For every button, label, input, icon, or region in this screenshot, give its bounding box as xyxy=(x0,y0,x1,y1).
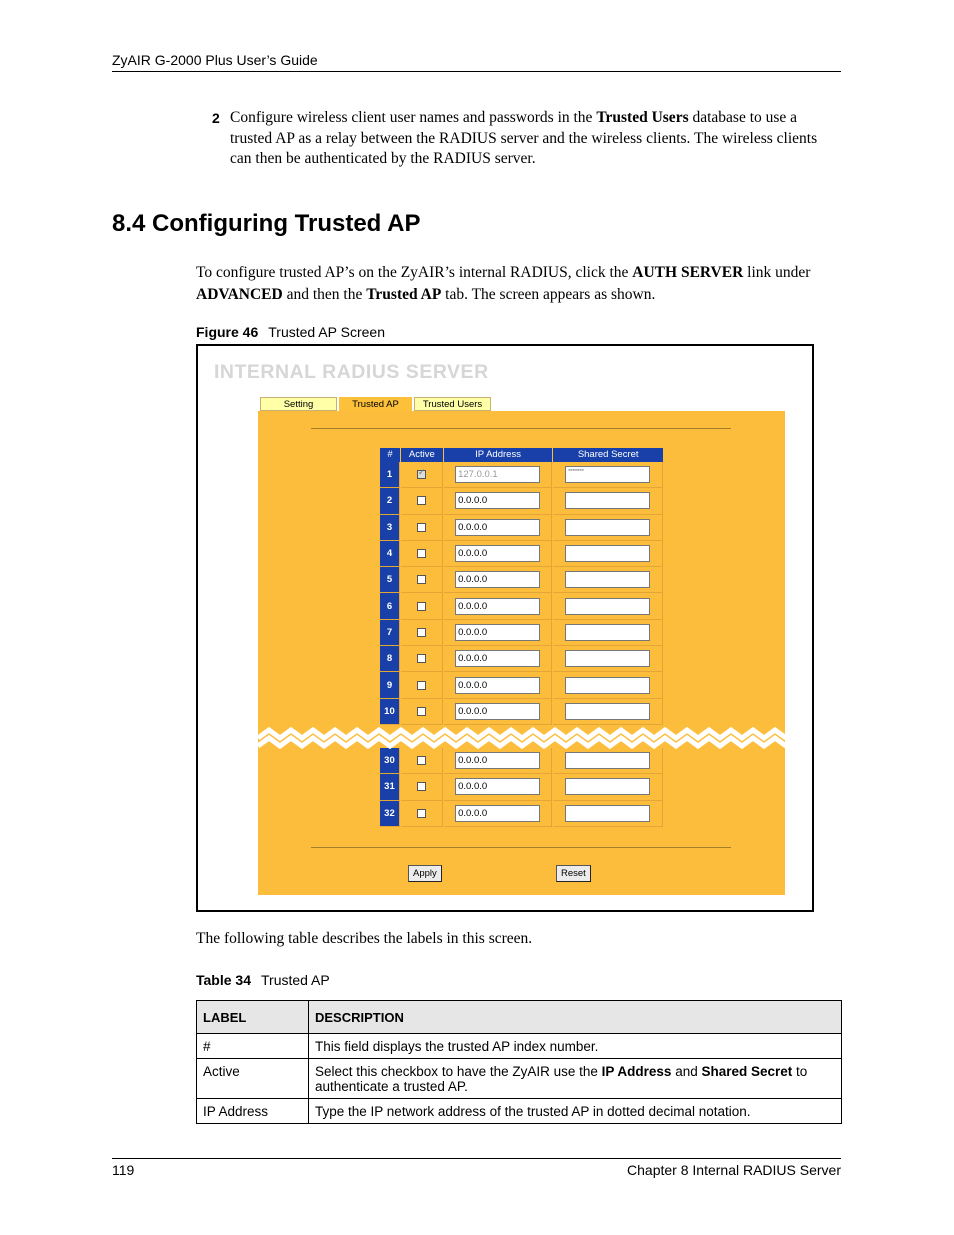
row-label: IP Address xyxy=(197,1099,309,1124)
page-number: 119 xyxy=(112,1162,135,1178)
section-title: 8.4 Configuring Trusted AP xyxy=(112,210,421,237)
row-label: Active xyxy=(197,1059,309,1099)
ip-address-input[interactable]: 0.0.0.0 xyxy=(455,778,540,795)
intro-b1: AUTH SERVER xyxy=(632,264,744,281)
table-row xyxy=(197,1059,842,1099)
desc-part: to authenticate a trusted AP. xyxy=(315,1064,808,1094)
active-cell xyxy=(401,567,443,593)
ip-address-input[interactable]: 0.0.0.0 xyxy=(455,624,540,641)
row-index: 8 xyxy=(380,646,400,672)
step-2 xyxy=(212,108,842,170)
row-index: 30 xyxy=(380,748,400,774)
ip-address-input[interactable]: 0.0.0.0 xyxy=(455,598,540,615)
step-text-bold: Trusted Users xyxy=(596,109,689,126)
table-row xyxy=(380,699,664,725)
row-index: 5 xyxy=(380,567,400,593)
step-number: 2 xyxy=(212,110,220,126)
shared-secret-input[interactable] xyxy=(565,778,650,795)
secret-cell xyxy=(553,462,663,488)
row-index: 32 xyxy=(380,801,400,827)
table-row xyxy=(197,1099,842,1124)
figure-screenshot xyxy=(196,344,814,912)
ip-cell xyxy=(444,801,553,827)
active-cell xyxy=(401,801,443,827)
figure-caption-text: Trusted AP Screen xyxy=(268,324,385,340)
shared-secret-input[interactable] xyxy=(565,677,650,694)
active-cell xyxy=(401,672,443,698)
ip-address-input[interactable]: 127.0.0.1 xyxy=(455,466,540,483)
col-active: Active xyxy=(401,448,443,462)
bottom-divider xyxy=(311,847,731,848)
figure-label: Figure 46 xyxy=(196,324,259,340)
desc-part: and xyxy=(671,1064,702,1079)
table-row xyxy=(380,593,664,619)
active-checkbox[interactable] xyxy=(417,523,426,532)
secret-cell xyxy=(553,672,663,698)
secret-cell xyxy=(553,541,663,567)
shared-secret-input[interactable] xyxy=(565,598,650,615)
following-text: The following table describes the labels in this screen. xyxy=(196,930,533,947)
ip-cell xyxy=(444,567,553,593)
ip-address-input[interactable]: 0.0.0.0 xyxy=(455,805,540,822)
shared-secret-input[interactable] xyxy=(565,805,650,822)
ip-address-input[interactable]: 0.0.0.0 xyxy=(455,571,540,588)
header-rule xyxy=(112,71,841,72)
secret-cell xyxy=(553,646,663,672)
tab-setting[interactable]: Setting xyxy=(260,397,337,411)
row-index: 7 xyxy=(380,620,400,646)
secret-cell xyxy=(553,567,663,593)
secret-cell xyxy=(553,801,663,827)
row-index: 3 xyxy=(380,515,400,541)
row-index: 10 xyxy=(380,699,400,725)
secret-cell xyxy=(553,699,663,725)
intro-t2: link under xyxy=(743,264,811,281)
trusted-ap-table xyxy=(380,448,664,827)
ip-cell xyxy=(444,699,553,725)
row-index: 6 xyxy=(380,593,400,619)
col-shared-secret: Shared Secret xyxy=(553,448,663,462)
intro-paragraph xyxy=(196,262,842,305)
col-index: # xyxy=(380,448,400,462)
table-row xyxy=(380,801,664,827)
reset-button[interactable]: Reset xyxy=(556,865,591,882)
shared-secret-input[interactable] xyxy=(565,492,650,509)
step-text-a: Configure wireless client user names and passwords in the xyxy=(230,109,597,126)
footer-rule xyxy=(112,1158,841,1159)
intro-b2: ADVANCED xyxy=(196,285,283,303)
active-checkbox[interactable] xyxy=(417,628,426,637)
intro-b3: Trusted AP xyxy=(366,285,442,303)
intro-t4: tab. The screen appears as shown. xyxy=(441,285,656,303)
active-checkbox[interactable] xyxy=(417,496,426,505)
active-cell xyxy=(401,488,443,514)
ip-cell xyxy=(444,672,553,698)
table-caption-text: Trusted AP xyxy=(261,972,330,988)
active-cell xyxy=(401,541,443,567)
ip-cell xyxy=(444,515,553,541)
shared-secret-input[interactable] xyxy=(565,650,650,667)
active-checkbox[interactable] xyxy=(417,782,426,791)
secret-cell xyxy=(553,593,663,619)
ip-cell xyxy=(444,774,553,800)
active-checkbox[interactable] xyxy=(417,470,426,479)
row-index: 31 xyxy=(380,774,400,800)
row-description: This field displays the trusted AP index number. xyxy=(309,1034,842,1059)
ip-cell xyxy=(444,462,553,488)
chapter-title: Chapter 8 Internal RADIUS Server xyxy=(627,1162,841,1178)
ip-cell xyxy=(444,541,553,567)
desc-bold: IP Address xyxy=(601,1064,672,1079)
trusted-ap-panel xyxy=(258,411,785,895)
table-row xyxy=(380,541,664,567)
desc-bold: Shared Secret xyxy=(701,1064,793,1079)
shared-secret-input[interactable] xyxy=(565,545,650,562)
active-checkbox[interactable] xyxy=(417,575,426,584)
step-text xyxy=(230,108,842,170)
ip-cell xyxy=(444,620,553,646)
ip-address-input[interactable]: 0.0.0.0 xyxy=(455,519,540,536)
desc-header-description: DESCRIPTION xyxy=(309,1001,842,1034)
table-row xyxy=(380,620,664,646)
shared-secret-input[interactable]: ******** xyxy=(565,466,650,483)
top-divider xyxy=(311,428,731,429)
active-checkbox[interactable] xyxy=(417,756,426,765)
ip-address-input[interactable]: 0.0.0.0 xyxy=(455,492,540,509)
row-index: 9 xyxy=(380,672,400,698)
row-description xyxy=(309,1059,842,1099)
active-cell xyxy=(401,646,443,672)
ip-cell xyxy=(444,593,553,619)
active-cell xyxy=(401,515,443,541)
active-cell xyxy=(401,699,443,725)
active-cell xyxy=(401,593,443,619)
intro-t3: and then the xyxy=(282,285,367,303)
row-index: 1 xyxy=(380,462,400,488)
desc-part: Select this checkbox to have the ZyAIR use the xyxy=(315,1064,602,1079)
shared-secret-input[interactable] xyxy=(565,624,650,641)
row-index: 4 xyxy=(380,541,400,567)
table-row xyxy=(380,774,664,800)
table-caption xyxy=(196,972,330,988)
rows-bottom xyxy=(380,748,664,827)
ip-address-input[interactable]: 0.0.0.0 xyxy=(455,703,540,720)
step-text-b: database to use a trusted AP as a relay between the RADIUS server and the wireless clients. The wireless clients can then be authenticated by the RADIUS server. xyxy=(230,109,818,167)
ui-title: INTERNAL RADIUS SERVER xyxy=(214,361,489,383)
ip-address-input[interactable]: 0.0.0.0 xyxy=(455,545,540,562)
tab-trusted-ap[interactable]: Trusted AP xyxy=(339,397,412,411)
active-checkbox[interactable] xyxy=(417,549,426,558)
desc-header-row xyxy=(197,1001,842,1034)
shared-secret-input[interactable] xyxy=(565,703,650,720)
active-checkbox[interactable] xyxy=(417,707,426,716)
active-cell xyxy=(401,620,443,646)
intro-t1: To configure trusted AP’s on the ZyAIR’s internal RADIUS, click the xyxy=(196,264,633,281)
description-table xyxy=(196,1000,842,1124)
active-cell xyxy=(401,774,443,800)
tab-row xyxy=(260,397,493,411)
table-row xyxy=(380,672,664,698)
desc-header-label: LABEL xyxy=(197,1001,309,1034)
ip-address-input[interactable]: 0.0.0.0 xyxy=(455,752,540,769)
secret-cell xyxy=(553,515,663,541)
ip-cell xyxy=(444,488,553,514)
active-checkbox[interactable] xyxy=(417,681,426,690)
secret-cell xyxy=(553,620,663,646)
active-checkbox[interactable] xyxy=(417,654,426,663)
table-break-zigzag xyxy=(258,724,791,754)
secret-cell xyxy=(553,488,663,514)
shared-secret-input[interactable] xyxy=(565,752,650,769)
row-description: Type the IP network address of the trusted AP in dotted decimal notation. xyxy=(309,1099,842,1124)
running-header: ZyAIR G-2000 Plus User’s Guide xyxy=(112,52,318,68)
table-row xyxy=(197,1034,842,1059)
col-ip-address: IP Address xyxy=(444,448,553,462)
table-row xyxy=(380,488,664,514)
active-checkbox[interactable] xyxy=(417,809,426,818)
table-header-row xyxy=(380,448,664,462)
table-row xyxy=(380,646,664,672)
active-cell xyxy=(401,462,443,488)
table-row xyxy=(380,567,664,593)
secret-cell xyxy=(553,774,663,800)
shared-secret-input[interactable] xyxy=(565,519,650,536)
table-row xyxy=(380,462,664,488)
table-row xyxy=(380,515,664,541)
ip-address-input[interactable]: 0.0.0.0 xyxy=(455,677,540,694)
apply-button[interactable]: Apply xyxy=(408,865,442,882)
row-index: 2 xyxy=(380,488,400,514)
table-label: Table 34 xyxy=(196,972,251,988)
rows-top xyxy=(380,462,664,725)
ip-cell xyxy=(444,646,553,672)
shared-secret-input[interactable] xyxy=(565,571,650,588)
active-checkbox[interactable] xyxy=(417,602,426,611)
row-label: # xyxy=(197,1034,309,1059)
ip-address-input[interactable]: 0.0.0.0 xyxy=(455,650,540,667)
figure-caption xyxy=(196,324,385,340)
tab-trusted-users[interactable]: Trusted Users xyxy=(414,397,491,411)
